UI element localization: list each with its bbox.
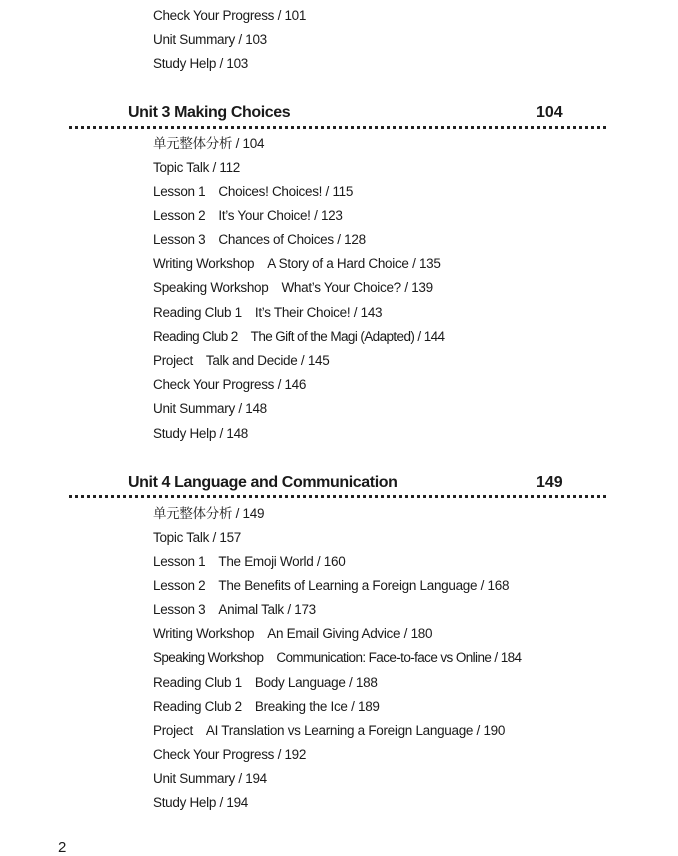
unit4-page: 149	[536, 474, 563, 491]
unit3-page: 104	[536, 104, 563, 121]
entry-label: Lesson 2	[153, 208, 206, 223]
unit3-divider	[69, 126, 606, 129]
toc-entry-workshop	[153, 280, 433, 296]
toc-entry-lesson	[153, 578, 509, 594]
entry-text: It’s Your Choice! / 123	[218, 208, 343, 223]
entry-label: Reading Club 2	[153, 699, 242, 714]
toc-entry-lesson	[153, 602, 316, 618]
entry-label: Lesson 2	[153, 578, 206, 593]
entry-label: Writing Workshop	[153, 626, 255, 641]
entry-label: Lesson 3	[153, 232, 206, 247]
entry-text: Communication: Face-to-face vs Online / 184	[276, 650, 522, 665]
toc-entry-project	[153, 723, 505, 739]
entry-text: Talk and Decide / 145	[205, 353, 330, 368]
entry-text: An Email Giving Advice / 180	[267, 626, 433, 641]
entry-label: Project	[153, 723, 193, 738]
toc-entry-reading-club	[153, 675, 378, 691]
toc-entry	[153, 8, 306, 24]
entry-label: Speaking Workshop	[153, 280, 269, 295]
toc-entry-lesson	[153, 208, 343, 224]
entry-text: Topic Talk / 157	[153, 530, 242, 545]
entry-label: Reading Club 1	[153, 305, 242, 320]
entry-text: Unit Summary / 194	[153, 771, 267, 786]
toc-entry-lesson	[153, 554, 345, 570]
entry-text: 单元整体分析 / 104	[153, 136, 265, 151]
toc-entry-topic-talk	[153, 160, 240, 176]
entry-label: Reading Club 2	[153, 329, 238, 344]
entry-text: Animal Talk / 173	[218, 602, 316, 617]
toc-entry-lesson	[153, 232, 366, 248]
entry-text: Chances of Choices / 128	[218, 232, 366, 247]
entry-text: Choices! Choices! / 115	[218, 184, 354, 199]
entry-text: Study Help / 148	[153, 426, 249, 441]
entry-text: Body Language / 188	[254, 675, 378, 690]
toc-entry-summary	[153, 771, 267, 787]
entry-text: It’s Their Choice! / 143	[254, 305, 383, 320]
toc-entry-analysis	[153, 136, 264, 152]
unit4-title: Unit 4 Language and Communication	[128, 474, 398, 491]
unit3-title: Unit 3 Making Choices	[128, 104, 291, 121]
toc-entry-workshop	[153, 256, 441, 272]
toc-entry-progress	[153, 747, 306, 763]
entry-text: A Story of a Hard Choice / 135	[267, 256, 441, 271]
entry-text: Topic Talk / 112	[153, 160, 241, 175]
entry-text: The Emoji World / 160	[218, 554, 346, 569]
toc-entry-topic-talk	[153, 530, 241, 546]
entry-text: AI Translation vs Learning a Foreign Language / 190	[205, 723, 506, 738]
toc-entry	[153, 32, 267, 48]
entry-text: Check Your Progress / 146	[153, 377, 307, 392]
entry-label: Project	[153, 353, 193, 368]
toc-entry-study-help	[153, 795, 248, 811]
entry-text: Study Help / 103	[153, 56, 249, 71]
entry-text: Breaking the Ice / 189	[254, 699, 380, 714]
toc-entry-lesson	[153, 184, 353, 200]
entry-text: Unit Summary / 103	[153, 32, 267, 47]
toc-entry-summary	[153, 401, 267, 417]
entry-label: Writing Workshop	[153, 256, 255, 271]
toc-entry-workshop	[153, 626, 432, 642]
entry-label: Lesson 1	[153, 554, 206, 569]
entry-text: 单元整体分析 / 149	[153, 506, 265, 521]
unit4-divider	[69, 495, 606, 498]
entry-label: Reading Club 1	[153, 675, 242, 690]
toc-entry-progress	[153, 377, 306, 393]
entry-text: What’s Your Choice? / 139	[281, 280, 433, 295]
entry-text: Check Your Progress / 192	[153, 747, 307, 762]
entry-text: Unit Summary / 148	[153, 401, 267, 416]
toc-entry-reading-club	[153, 305, 382, 321]
entry-text: The Gift of the Magi (Adapted) / 144	[250, 329, 445, 344]
entry-text: The Benefits of Learning a Foreign Language / 168	[218, 578, 510, 593]
toc-entry-reading-club	[153, 329, 444, 345]
toc-entry-project	[153, 353, 329, 369]
entry-text: Study Help / 194	[153, 795, 249, 810]
toc-entry	[153, 56, 248, 72]
entry-label: Lesson 3	[153, 602, 206, 617]
toc-entry-workshop	[153, 650, 521, 666]
entry-text: Check Your Progress / 101	[153, 8, 307, 23]
entry-label: Lesson 1	[153, 184, 206, 199]
toc-entry-analysis	[153, 506, 264, 522]
page-number: 2	[58, 839, 67, 856]
toc-entry-reading-club	[153, 699, 380, 715]
entry-label: Speaking Workshop	[153, 650, 264, 665]
toc-entry-study-help	[153, 426, 248, 442]
